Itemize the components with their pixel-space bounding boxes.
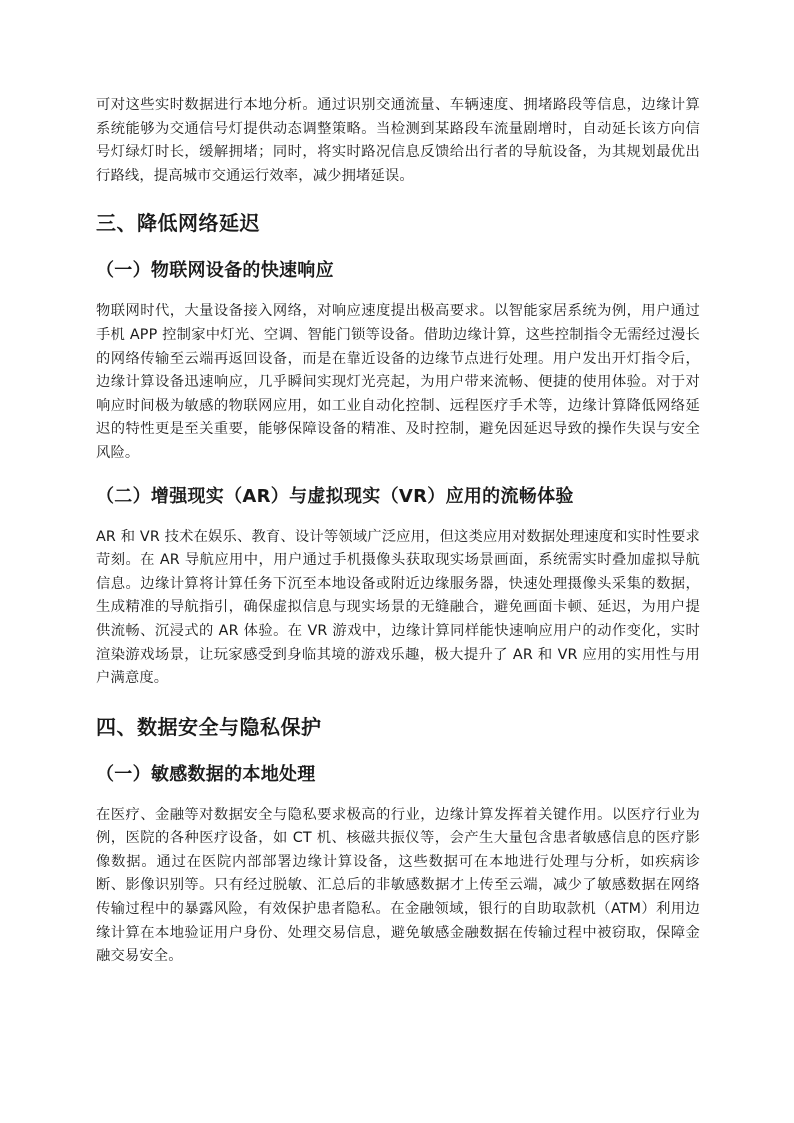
subsection-heading-ar-vr: （二）增强现实（AR）与虚拟现实（VR）应用的流畅体验 (96, 485, 574, 507)
section-heading-data-security: 四、数据安全与隐私保护 (96, 714, 322, 739)
document-page (96, 94, 700, 969)
paragraph-iot-response: 物联网时代，大量设备接入网络，对响应速度提出极高要求。以智能家居系统为例，用户通过手机 APP 控制家中灯光、空调、智能门锁等设备。借助边缘计算，这些控制指令无需经过漫长的网络传输至云端再返回设备，而是在靠近设备的边缘节点进行处理。用户发出开灯指令后，边缘计算设备迅速响应，几乎瞬间实现灯光亮起，为用户带来流畅、便捷的使用体验。对于对响应时间极为敏感的物联网应用，如工业自动化控制、远程医疗手术等，边缘计算降低网络延迟的特性更是至关重要，能够保障设备的精准、及时控制，避免因延迟导致的操作失误与安全风险。 (96, 303, 700, 461)
subsection-heading-local-processing: （一）敏感数据的本地处理 (96, 763, 316, 785)
subsection-heading-iot-response: （一）物联网设备的快速响应 (96, 260, 334, 282)
section-heading-reduce-latency: 三、降低网络延迟 (96, 211, 260, 236)
paragraph-ar-vr: AR 和 VR 技术在娱乐、教育、设计等领域广泛应用，但这类应用对数据处理速度和实时性要求苛刻。在 AR 导航应用中，用户通过手机摄像头获取现实场景画面，系统需实时叠加虚拟导航信息。边缘计算将计算任务下沉至本地设备或附近边缘服务器，快速处理摄像头采集的数据，生成精准的导航指引，确保虚拟信息与现实场景的无缝融合，避免画面卡顿、延迟，为用户提供流畅、沉浸式的 AR 体验。在 VR 游戏中，边缘计算同样能快速响应用户的动作变化，实时渲染游戏场景，让玩家感受到身临其境的游戏乐趣，极大提升了 AR 和 VR 应用的实用性与用户满意度。 (96, 528, 700, 687)
paragraph-local-processing: 在医疗、金融等对数据安全与隐私要求极高的行业，边缘计算发挥着关键作用。以医疗行业为例，医院的各种医疗设备，如 CT 机、核磁共振仪等，会产生大量包含患者敏感信息的医疗影像数据。通过在医院内部部署边缘计算设备，这些数据可在本地进行处理与分析，如疾病诊断、影像识别等。只有经过脱敏、汇总后的非敏感数据才上传至云端，减少了敏感数据在网络传输过程中的暴露风险，有效保护患者隐私。在金融领域，银行的自助取款机（ATM）利用边缘计算在本地验证用户身份、处理交易信息，避免敏感金融数据在传输过程中被窃取，保障金融交易安全。 (96, 806, 700, 965)
paragraph-traffic-analysis: 可对这些实时数据进行本地分析。通过识别交通流量、车辆速度、拥堵路段等信息，边缘计算系统能够为交通信号灯提供动态调整策略。当检测到某路段车流量剧增时，自动延长该方向信号灯绿灯时长，缓解拥堵；同时，将实时路况信息反馈给出行者的导航设备，为其规划最优出行路线，提高城市交通运行效率，减少拥堵延误。 (96, 97, 700, 184)
